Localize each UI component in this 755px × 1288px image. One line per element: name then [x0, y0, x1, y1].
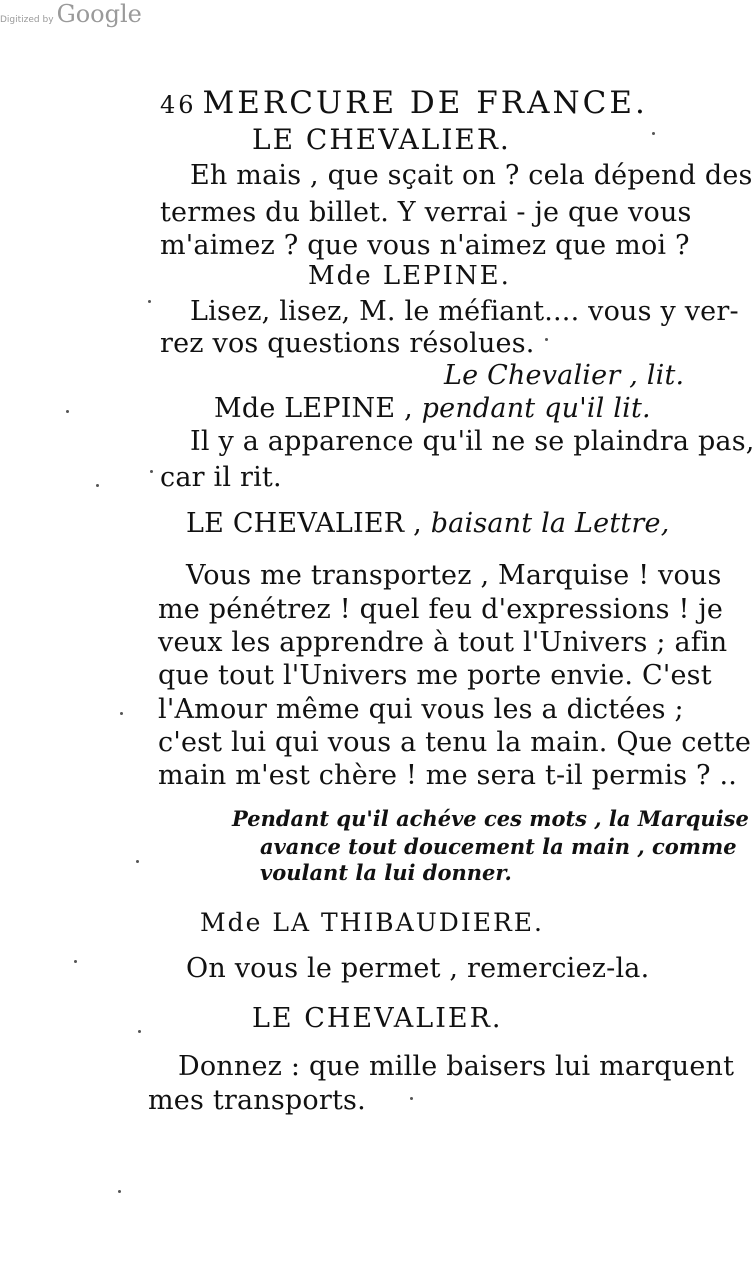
text-line: que tout l'Univers me porte envie. C'est [158, 660, 712, 691]
scan-speck [410, 1097, 413, 1100]
text-line: rez vos questions résolues. [160, 328, 535, 359]
text-line: mes transports. [148, 1085, 366, 1116]
running-header [160, 85, 648, 121]
digitized-label: Digitized by [0, 15, 54, 25]
scan-speck [652, 132, 655, 135]
speaker-heading [214, 395, 651, 422]
page-number: 46 [160, 91, 197, 119]
speaker-heading [186, 510, 670, 537]
stage-direction: pendant qu'il lit. [421, 393, 651, 424]
speaker-name: Mde LEPINE , [214, 393, 413, 424]
text-line: l'Amour même qui vous les a dictées ; [158, 694, 684, 725]
stage-direction: voulant la lui donner. [260, 860, 512, 885]
text-line: Eh mais , que sçait on ? cela dépend des [190, 160, 753, 191]
scan-speck [120, 712, 123, 715]
text-line: Vous me transportez , Marquise ! vous [186, 560, 722, 591]
text-line: car il rit. [160, 462, 282, 493]
text-line: c'est lui qui vous a tenu la main. Que cette [158, 727, 752, 758]
stage-direction: baisant la Lettre, [430, 508, 670, 539]
scan-speck [66, 410, 69, 413]
running-title: MERCURE DE FRANCE. [202, 85, 648, 121]
speaker-name: LE CHEVALIER , [186, 508, 422, 539]
scan-speck [545, 338, 548, 341]
digitization-watermark [0, 0, 687, 28]
text-line: On vous le permet , remerciez-la. [186, 953, 650, 984]
text-line: Lisez, lisez, M. le méfiant.... vous y ver- [190, 296, 739, 327]
scan-speck [136, 860, 139, 863]
stage-direction: Le Chevalier , lit. [444, 360, 685, 391]
speaker-heading: Mde LEPINE. [308, 261, 511, 291]
text-line: veux les apprendre à tout l'Univers ; afin [158, 627, 728, 658]
text-line: Il y a apparence qu'il ne se plaindra pas, [190, 426, 755, 457]
scan-speck [96, 484, 99, 487]
speaker-heading: LE CHEVALIER. [252, 1003, 503, 1034]
speaker-heading: Mde LA THIBAUDIERE. [200, 908, 544, 937]
scan-speck [148, 300, 151, 303]
scan-speck [138, 1030, 141, 1033]
stage-direction: Pendant qu'il achéve ces mots , la Marquise [232, 806, 749, 831]
speaker-heading: LE CHEVALIER. [252, 123, 511, 156]
stage-direction: avance tout doucement la main , comme [260, 834, 737, 859]
text-line: m'aimez ? que vous n'aimez que moi ? [160, 230, 690, 261]
scan-speck [74, 960, 77, 963]
text-line: Donnez : que mille baisers lui marquent [178, 1051, 735, 1082]
text-line: main m'est chère ! me sera t-il permis ? .. [158, 760, 738, 791]
scan-speck [118, 1190, 121, 1193]
scan-speck [150, 470, 153, 473]
text-line: me pénétrez ! quel feu d'expressions ! je [158, 594, 724, 625]
google-wordmark: Google [56, 0, 142, 28]
text-line: termes du billet. Y verrai - je que vous [160, 197, 692, 228]
